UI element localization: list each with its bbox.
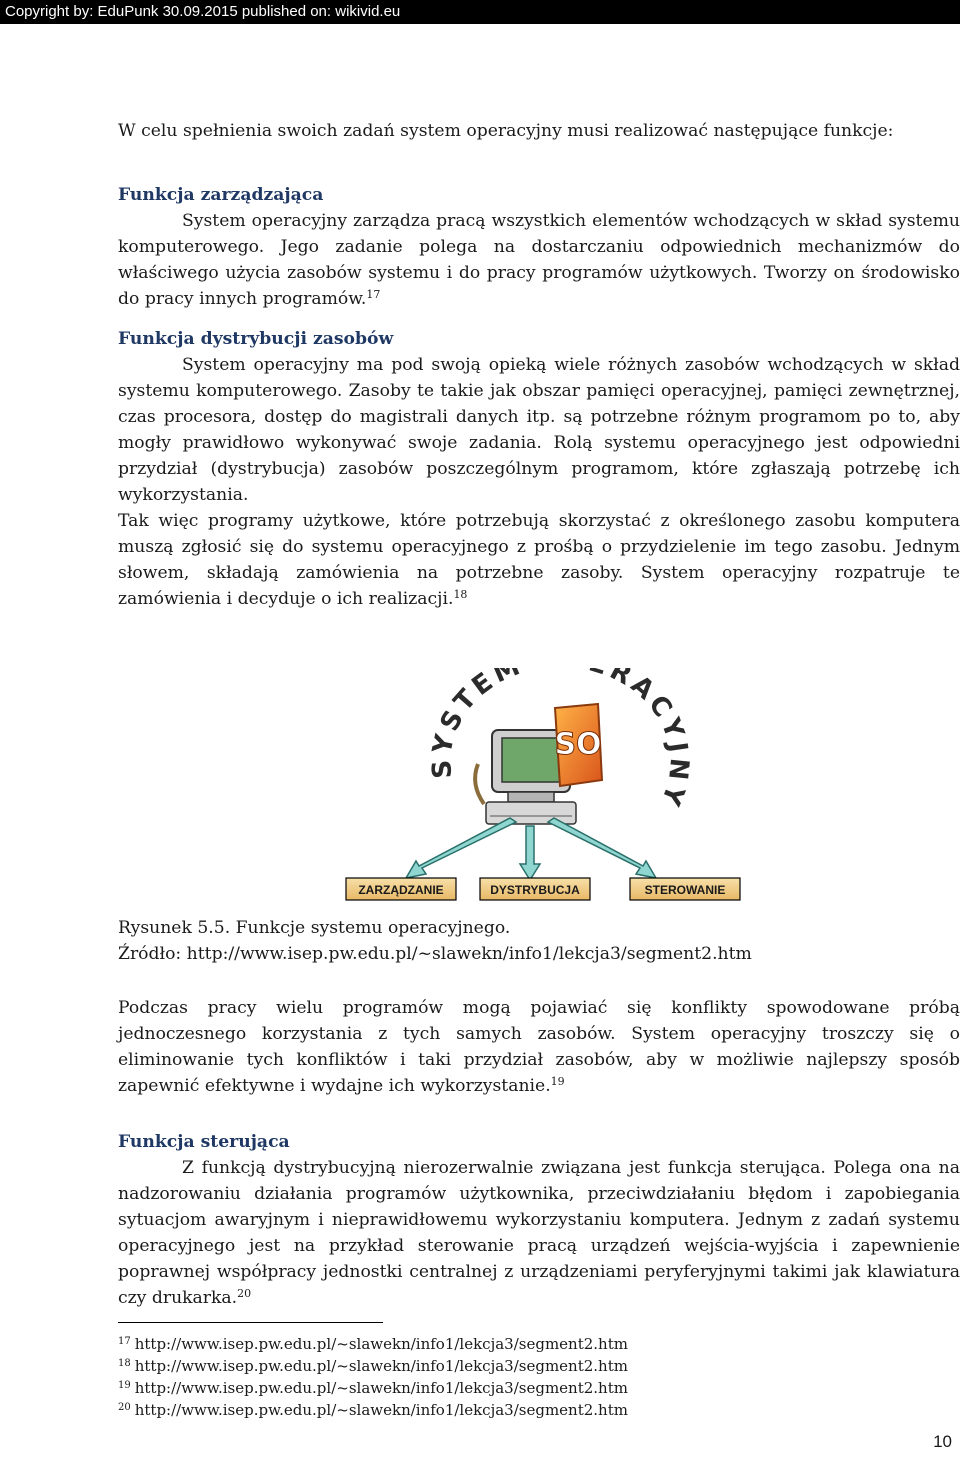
function-box-label: STEROWANIE — [644, 883, 726, 897]
section-heading-management: Funkcja zarządzająca — [118, 185, 324, 205]
section-paragraph-distribution-2 — [118, 508, 960, 612]
caption-title: Rysunek 5.5. Funkcje systemu operacyjnego. — [118, 918, 511, 938]
os-functions-diagram — [340, 668, 760, 903]
footnote-ref[interactable]: 19 — [550, 1075, 565, 1088]
copyright-text: Copyright by: EduPunk 30.09.2015 published on: wikivid.eu — [5, 3, 401, 20]
function-box-3 — [630, 878, 740, 900]
caption-source: Źródło: http://www.isep.pw.edu.pl/~slawekn/info1/lekcja3/segment2.htm — [118, 944, 752, 964]
footnote — [118, 1399, 960, 1421]
figure-caption — [118, 915, 960, 967]
page-number: 10 — [933, 1432, 952, 1451]
footnotes — [118, 1333, 960, 1421]
footnote-separator — [118, 1322, 383, 1323]
footnote-link[interactable]: http://www.isep.pw.edu.pl/~slawekn/info1/lekcja3/segment2.htm — [134, 1401, 628, 1419]
footnote — [118, 1333, 960, 1355]
arrow-middle — [520, 826, 540, 880]
footnote-ref[interactable]: 17 — [366, 288, 381, 301]
section-paragraph-management — [118, 208, 960, 312]
footnote-number: 20 — [118, 1402, 131, 1413]
footnote-ref[interactable]: 18 — [453, 588, 468, 601]
function-box-2 — [480, 878, 590, 900]
paragraph-text: Podczas pracy wielu programów mogą pojawiać się konflikty spowodowane próbą jednoczesnego korzystania z tych samych zasobów. System operacyjny troszczy się o eliminowanie tych konfliktów i taki przydział zasobów, aby w możliwie najlepszy sposób zapewnić efektywne i wydajne ich wykorzystanie. — [118, 998, 960, 1096]
conflicts-paragraph — [118, 995, 960, 1099]
footnote — [118, 1355, 960, 1377]
arc-title: SYSTEM RACYJNY — [426, 668, 695, 814]
function-box-label: DYSTRYBUCJA — [490, 883, 580, 897]
footnote-number: 17 — [118, 1336, 131, 1347]
footnote-link[interactable]: http://www.isep.pw.edu.pl/~slawekn/info1/lekcja3/segment2.htm — [134, 1357, 628, 1375]
section-heading-control: Funkcja sterująca — [118, 1132, 290, 1152]
so-logo — [554, 704, 602, 786]
footnote-link[interactable]: http://www.isep.pw.edu.pl/~slawekn/info1/lekcja3/segment2.htm — [134, 1379, 628, 1397]
footnote-number: 19 — [118, 1380, 131, 1391]
arrow-right — [548, 818, 656, 878]
footnote-link[interactable]: http://www.isep.pw.edu.pl/~slawekn/info1/lekcja3/segment2.htm — [134, 1335, 628, 1353]
paragraph-text: System operacyjny zarządza pracą wszystkich elementów wchodzących w skład systemu komputerowego. Jego zadanie polega na dostarczaniu odpowiednich mechanizmów do właściwego użycia zasobów systemu i do pracy programów użytkowych. Tworzy on środowisko do pracy innych programów. — [118, 211, 960, 309]
paragraph-text: Tak więc programy użytkowe, które potrzebują skorzystać z określonego zasobu komputera muszą zgłosić się do systemu operacyjnego z prośbą o przydzielenie im tego zasobu. Jednym słowem, składają zamówienia na potrzebne zasoby. System operacyjny rozpatruje te zamówienia i decyduje o ich realizacji. — [118, 511, 960, 609]
document-body — [118, 118, 960, 612]
os-functions-figure — [340, 668, 760, 903]
section-paragraph-control — [118, 1155, 960, 1311]
section-paragraph-distribution-1: System operacyjny ma pod swoją opieką wiele różnych zasobów wchodzących w skład systemu komputerowego. Zasoby te takie jak obszar pamięci operacyjnej, pamięci zewnętrznej, czas procesora, dostęp do magistrali danych itp. są potrzebne różnym programom po to, aby mogły prawidłowo wykonywać swoje zadania. Rolą systemu operacyjnego jest odpowiedni przydział (dystrybucja) zasobów poszczególnym programom, które zgłaszają potrzebę ich wykorzystania. — [118, 355, 960, 505]
arrow-left — [406, 818, 516, 878]
intro-paragraph: W celu spełnienia swoich zadań system operacyjny musi realizować następujące funkcje: — [118, 121, 894, 141]
function-box-label: ZARZĄDZANIE — [358, 883, 444, 897]
section-heading-distribution: Funkcja dystrybucji zasobów — [118, 329, 394, 349]
footnote-number: 18 — [118, 1358, 131, 1369]
copyright-banner — [0, 0, 960, 24]
function-box-1 — [346, 878, 456, 900]
paragraph-text: Z funkcją dystrybucyjną nierozerwalnie związana jest funkcja sterująca. Polega ona na nadzorowaniu działania programów użytkownika, przeciwdziałaniu błędom i zapobiegania sytuacjom awaryjnym i nieprawidłowemu wykorzystaniu komputera. Jednym z zadań systemu operacyjnego jest na przykład sterowanie pracą urządzeń wejścia-wyjścia i zapewnienie poprawnej współpracy jednostki centralnej z urządzeniami peryferyjnymi takimi jak klawiatura czy drukarka. — [118, 1158, 960, 1308]
arrows — [406, 818, 656, 880]
so-logo-text: SO — [554, 727, 602, 762]
footnote-ref[interactable]: 20 — [237, 1287, 252, 1300]
footnote — [118, 1377, 960, 1399]
document-body-continued — [118, 995, 960, 1311]
